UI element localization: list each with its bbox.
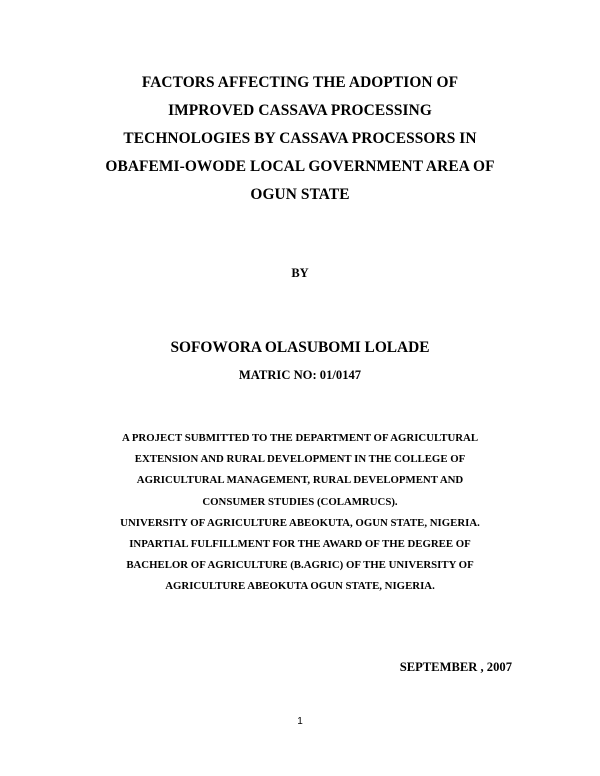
title-line: TECHNOLOGIES BY CASSAVA PROCESSORS IN xyxy=(123,130,477,147)
submission-line: BACHELOR OF AGRICULTURE (B.AGRIC) OF THE UNIVERSITY OF xyxy=(126,559,474,572)
submission-line: A PROJECT SUBMITTED TO THE DEPARTMENT OF AGRICULTURAL xyxy=(121,432,479,444)
title-line: OBAFEMI-OWODE LOCAL GOVERNMENT AREA OF xyxy=(105,158,495,175)
document-title xyxy=(50,69,550,209)
submission-line: CONSUMER STUDIES (COLAMRUCS). xyxy=(202,495,398,508)
title-line: IMPROVED CASSAVA PROCESSING xyxy=(168,102,432,119)
submission-line: EXTENSION AND RURAL DEVELOPMENT IN THE COLLEGE OF xyxy=(134,453,466,466)
title-line: FACTORS AFFECTING THE ADOPTION OF xyxy=(141,74,459,91)
submission-statement xyxy=(50,428,550,598)
submission-line: AGRICULTURE ABEOKUTA OGUN STATE, NIGERIA. xyxy=(165,580,435,593)
submission-line: AGRICULTURAL MANAGEMENT, RURAL DEVELOPMENT AND xyxy=(136,474,464,487)
submission-line: UNIVERSITY OF AGRICULTURE ABEOKUTA, OGUN STATE, NIGERIA. xyxy=(120,516,480,529)
page-number: 1 xyxy=(297,716,303,727)
by-label: BY xyxy=(291,266,309,280)
author-name: SOFOWORA OLASUBOMI LOLADE xyxy=(170,339,430,356)
submission-line: INPARTIAL FULFILLMENT FOR THE AWARD OF THE DEGREE OF xyxy=(129,538,471,551)
title-line: OGUN STATE xyxy=(250,186,350,203)
matric-number: MATRIC NO: 01/0147 xyxy=(238,368,362,382)
submission-date: SEPTEMBER , 2007 xyxy=(399,660,512,674)
